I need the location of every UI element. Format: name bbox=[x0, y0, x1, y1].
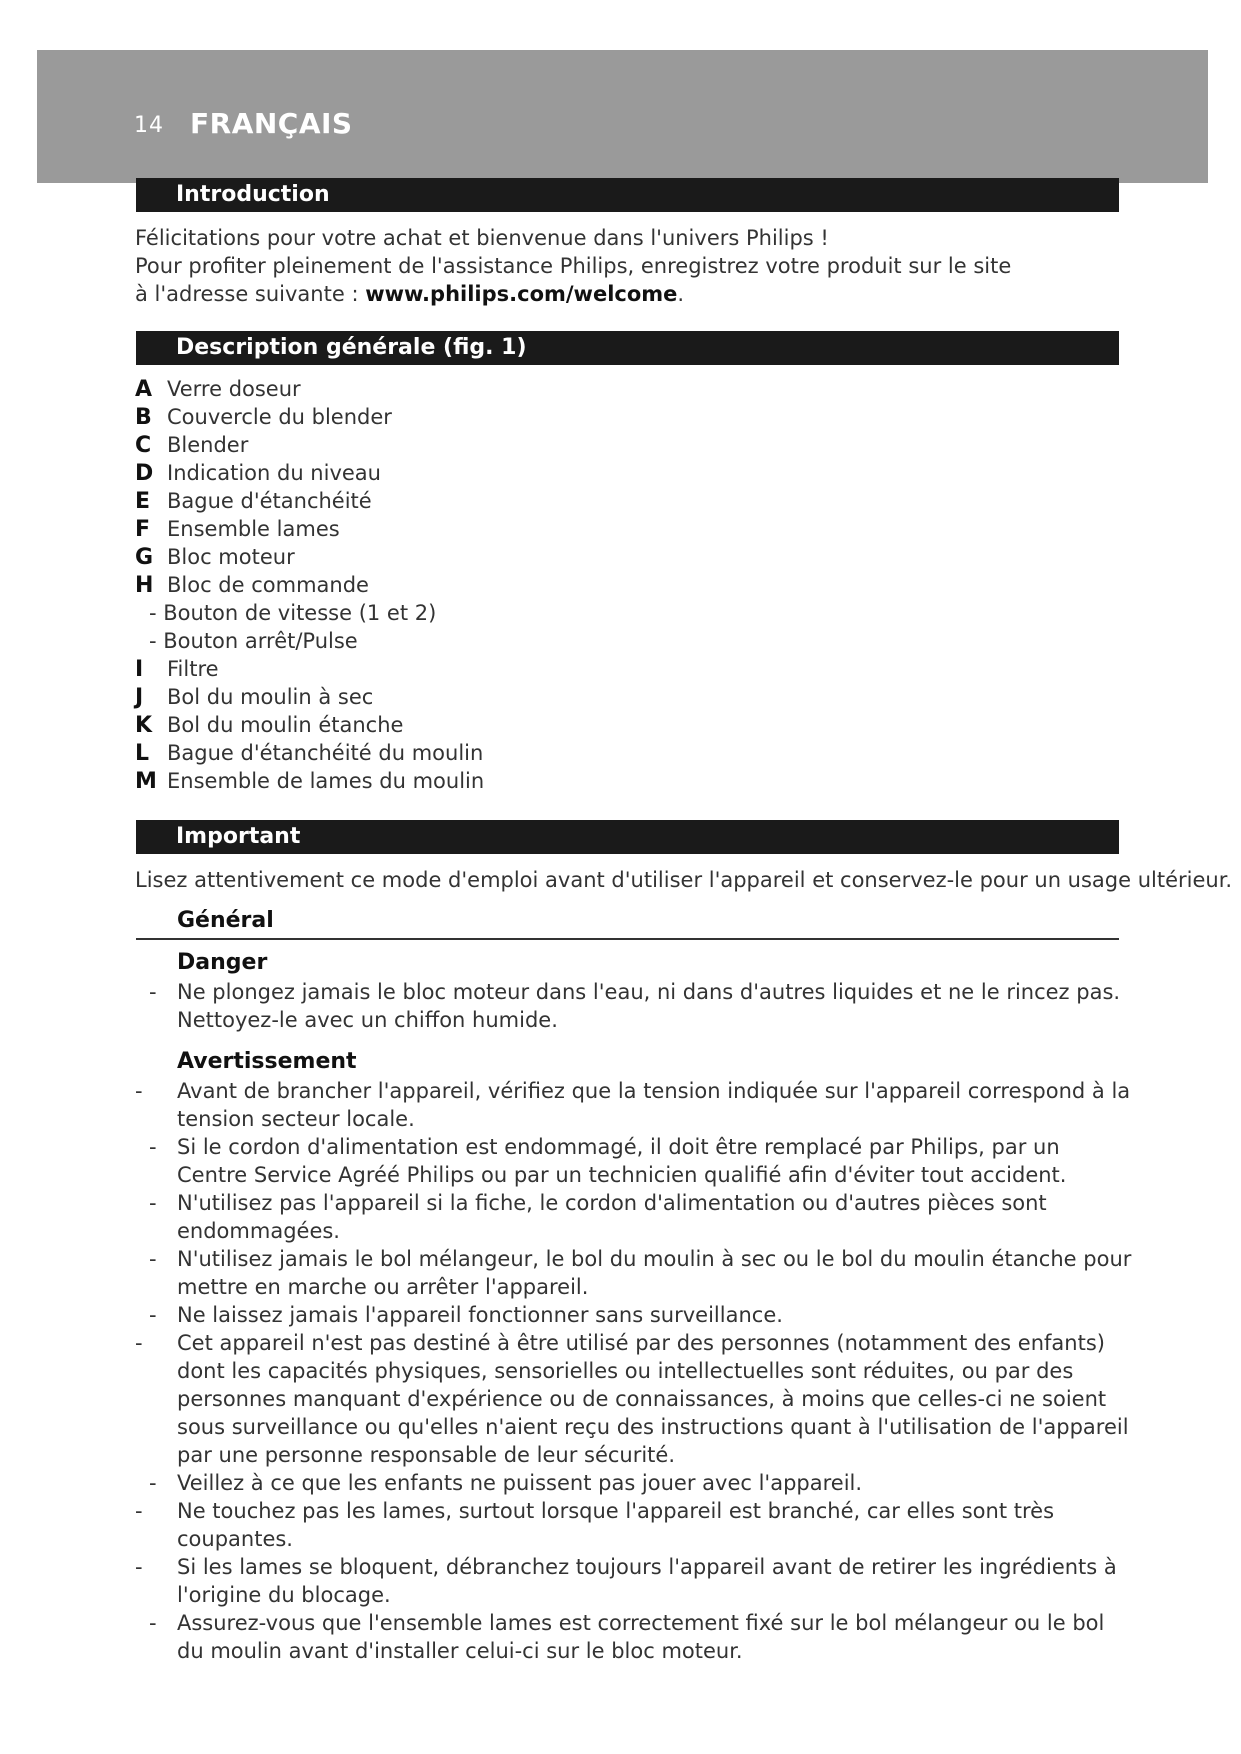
part-item bbox=[135, 487, 484, 515]
part-item bbox=[135, 543, 484, 571]
part-item bbox=[135, 767, 484, 795]
part-item bbox=[135, 459, 484, 487]
parts-list bbox=[135, 375, 484, 795]
bullet-item: - Si les lames se bloquent, débranchez toujours l'appareil avant de retirer les ingrédients à l'origine du blocage. bbox=[135, 1553, 1135, 1609]
part-text: Filtre bbox=[167, 657, 219, 681]
general-rule bbox=[136, 938, 1119, 940]
part-letter: K bbox=[135, 713, 153, 738]
danger-heading: Danger bbox=[177, 950, 268, 975]
part-item bbox=[135, 711, 484, 739]
warning-heading: Avertissement bbox=[177, 1049, 357, 1074]
part-text: Ensemble de lames du moulin bbox=[167, 769, 485, 793]
part-letter: E bbox=[135, 489, 151, 514]
part-text: Bol du moulin étanche bbox=[167, 713, 404, 737]
intro-line-2: Pour profiter pleinement de l'assistance Philips, enregistrez votre produit sur le site bbox=[135, 254, 1012, 278]
part-text: Ensemble lames bbox=[167, 517, 340, 541]
bullet-item: - Si le cordon d'alimentation est endommagé, il doit être remplacé par Philips, par un Centre Service Agréé Philips ou par un technicien qualifié afin d'éviter tout accident. bbox=[135, 1133, 1135, 1189]
bullet-item: - Assurez-vous que l'ensemble lames est correctement fixé sur le bol mélangeur ou le bol du moulin avant d'installer celui-ci sur le bloc moteur. bbox=[135, 1609, 1135, 1665]
part-item bbox=[135, 599, 484, 627]
part-text: Couvercle du blender bbox=[167, 405, 392, 429]
bullet-item: - Cet appareil n'est pas destiné à être utilisé par des personnes (notamment des enfants) dont les capacités physiques, sensorielles ou intellectuelles sont réduites, ou par des personnes manquant d'expérience ou de connaissances, à moins que celles-ci ne soient sous surveillance ou qu'elles n'aient reçu des instructions quant à l'utilisation de l'appareil par une personne responsable de leur sécurité. bbox=[135, 1329, 1135, 1469]
warning-list bbox=[135, 1077, 1135, 1665]
part-text: Indication du niveau bbox=[167, 461, 381, 485]
part-letter: A bbox=[135, 377, 153, 402]
part-text: - Bouton arrêt/Pulse bbox=[149, 629, 358, 653]
part-text: Blender bbox=[167, 433, 249, 457]
intro-line-1: Félicitations pour votre achat et bienvenue dans l'univers Philips ! bbox=[135, 226, 829, 250]
part-text: Bol du moulin à sec bbox=[167, 685, 374, 709]
section-description: Description générale (fig. 1) bbox=[136, 331, 1119, 365]
part-item bbox=[135, 431, 484, 459]
part-letter: L bbox=[135, 741, 150, 766]
bullet-item: - Avant de brancher l'appareil, vérifiez que la tension indiquée sur l'appareil correspond à la tension secteur locale. bbox=[135, 1077, 1135, 1133]
part-letter: B bbox=[135, 405, 152, 430]
part-item bbox=[135, 375, 484, 403]
bullet-item: - Ne laissez jamais l'appareil fonctionner sans surveillance. bbox=[135, 1301, 1135, 1329]
part-letter: G bbox=[135, 545, 154, 570]
part-letter: D bbox=[135, 461, 154, 486]
danger-list bbox=[135, 978, 1135, 1034]
part-item bbox=[135, 739, 484, 767]
welcome-link[interactable]: www.philips.com/welcome bbox=[365, 282, 678, 306]
important-intro: Lisez attentivement ce mode d'emploi avant d'utiliser l'appareil et conservez-le pour un usage ultérieur. bbox=[135, 868, 1233, 892]
bullet-item: - Ne touchez pas les lames, surtout lorsque l'appareil est branché, car elles sont très coupantes. bbox=[135, 1497, 1135, 1553]
part-letter: F bbox=[135, 517, 151, 542]
section-introduction: Introduction bbox=[136, 178, 1119, 212]
part-item bbox=[135, 571, 484, 599]
part-text: Bloc de commande bbox=[167, 573, 369, 597]
bullet-item: - N'utilisez jamais le bol mélangeur, le bol du moulin à sec ou le bol du moulin étanche pour mettre en marche ou arrêter l'appareil. bbox=[135, 1245, 1135, 1301]
part-item bbox=[135, 655, 484, 683]
intro-line-3: à l'adresse suivante : www.philips.com/welcome. bbox=[135, 282, 685, 306]
part-text: Bloc moteur bbox=[167, 545, 295, 569]
bullet-item: - Ne plongez jamais le bloc moteur dans l'eau, ni dans d'autres liquides et ne le rincez pas. Nettoyez-le avec un chiffon humide. bbox=[135, 978, 1135, 1034]
part-letter: J bbox=[135, 685, 144, 710]
part-letter: C bbox=[135, 433, 152, 458]
part-text: Verre doseur bbox=[167, 377, 301, 401]
part-text: Bague d'étanchéité bbox=[167, 489, 372, 513]
part-letter: I bbox=[135, 657, 144, 682]
page-number: 14 bbox=[134, 113, 164, 138]
part-item bbox=[135, 627, 484, 655]
part-item bbox=[135, 403, 484, 431]
section-important: Important bbox=[136, 820, 1119, 854]
part-text: - Bouton de vitesse (1 et 2) bbox=[149, 601, 437, 625]
part-item bbox=[135, 683, 484, 711]
language-title: FRANÇAIS bbox=[190, 107, 353, 140]
bullet-item: - Veillez à ce que les enfants ne puissent pas jouer avec l'appareil. bbox=[135, 1469, 1135, 1497]
part-letter: H bbox=[135, 573, 154, 598]
part-item bbox=[135, 515, 484, 543]
part-text: Bague d'étanchéité du moulin bbox=[167, 741, 484, 765]
bullet-item: - N'utilisez pas l'appareil si la fiche, le cordon d'alimentation ou d'autres pièces sont endommagées. bbox=[135, 1189, 1135, 1245]
part-letter: M bbox=[135, 769, 157, 794]
general-heading: Général bbox=[177, 908, 274, 933]
